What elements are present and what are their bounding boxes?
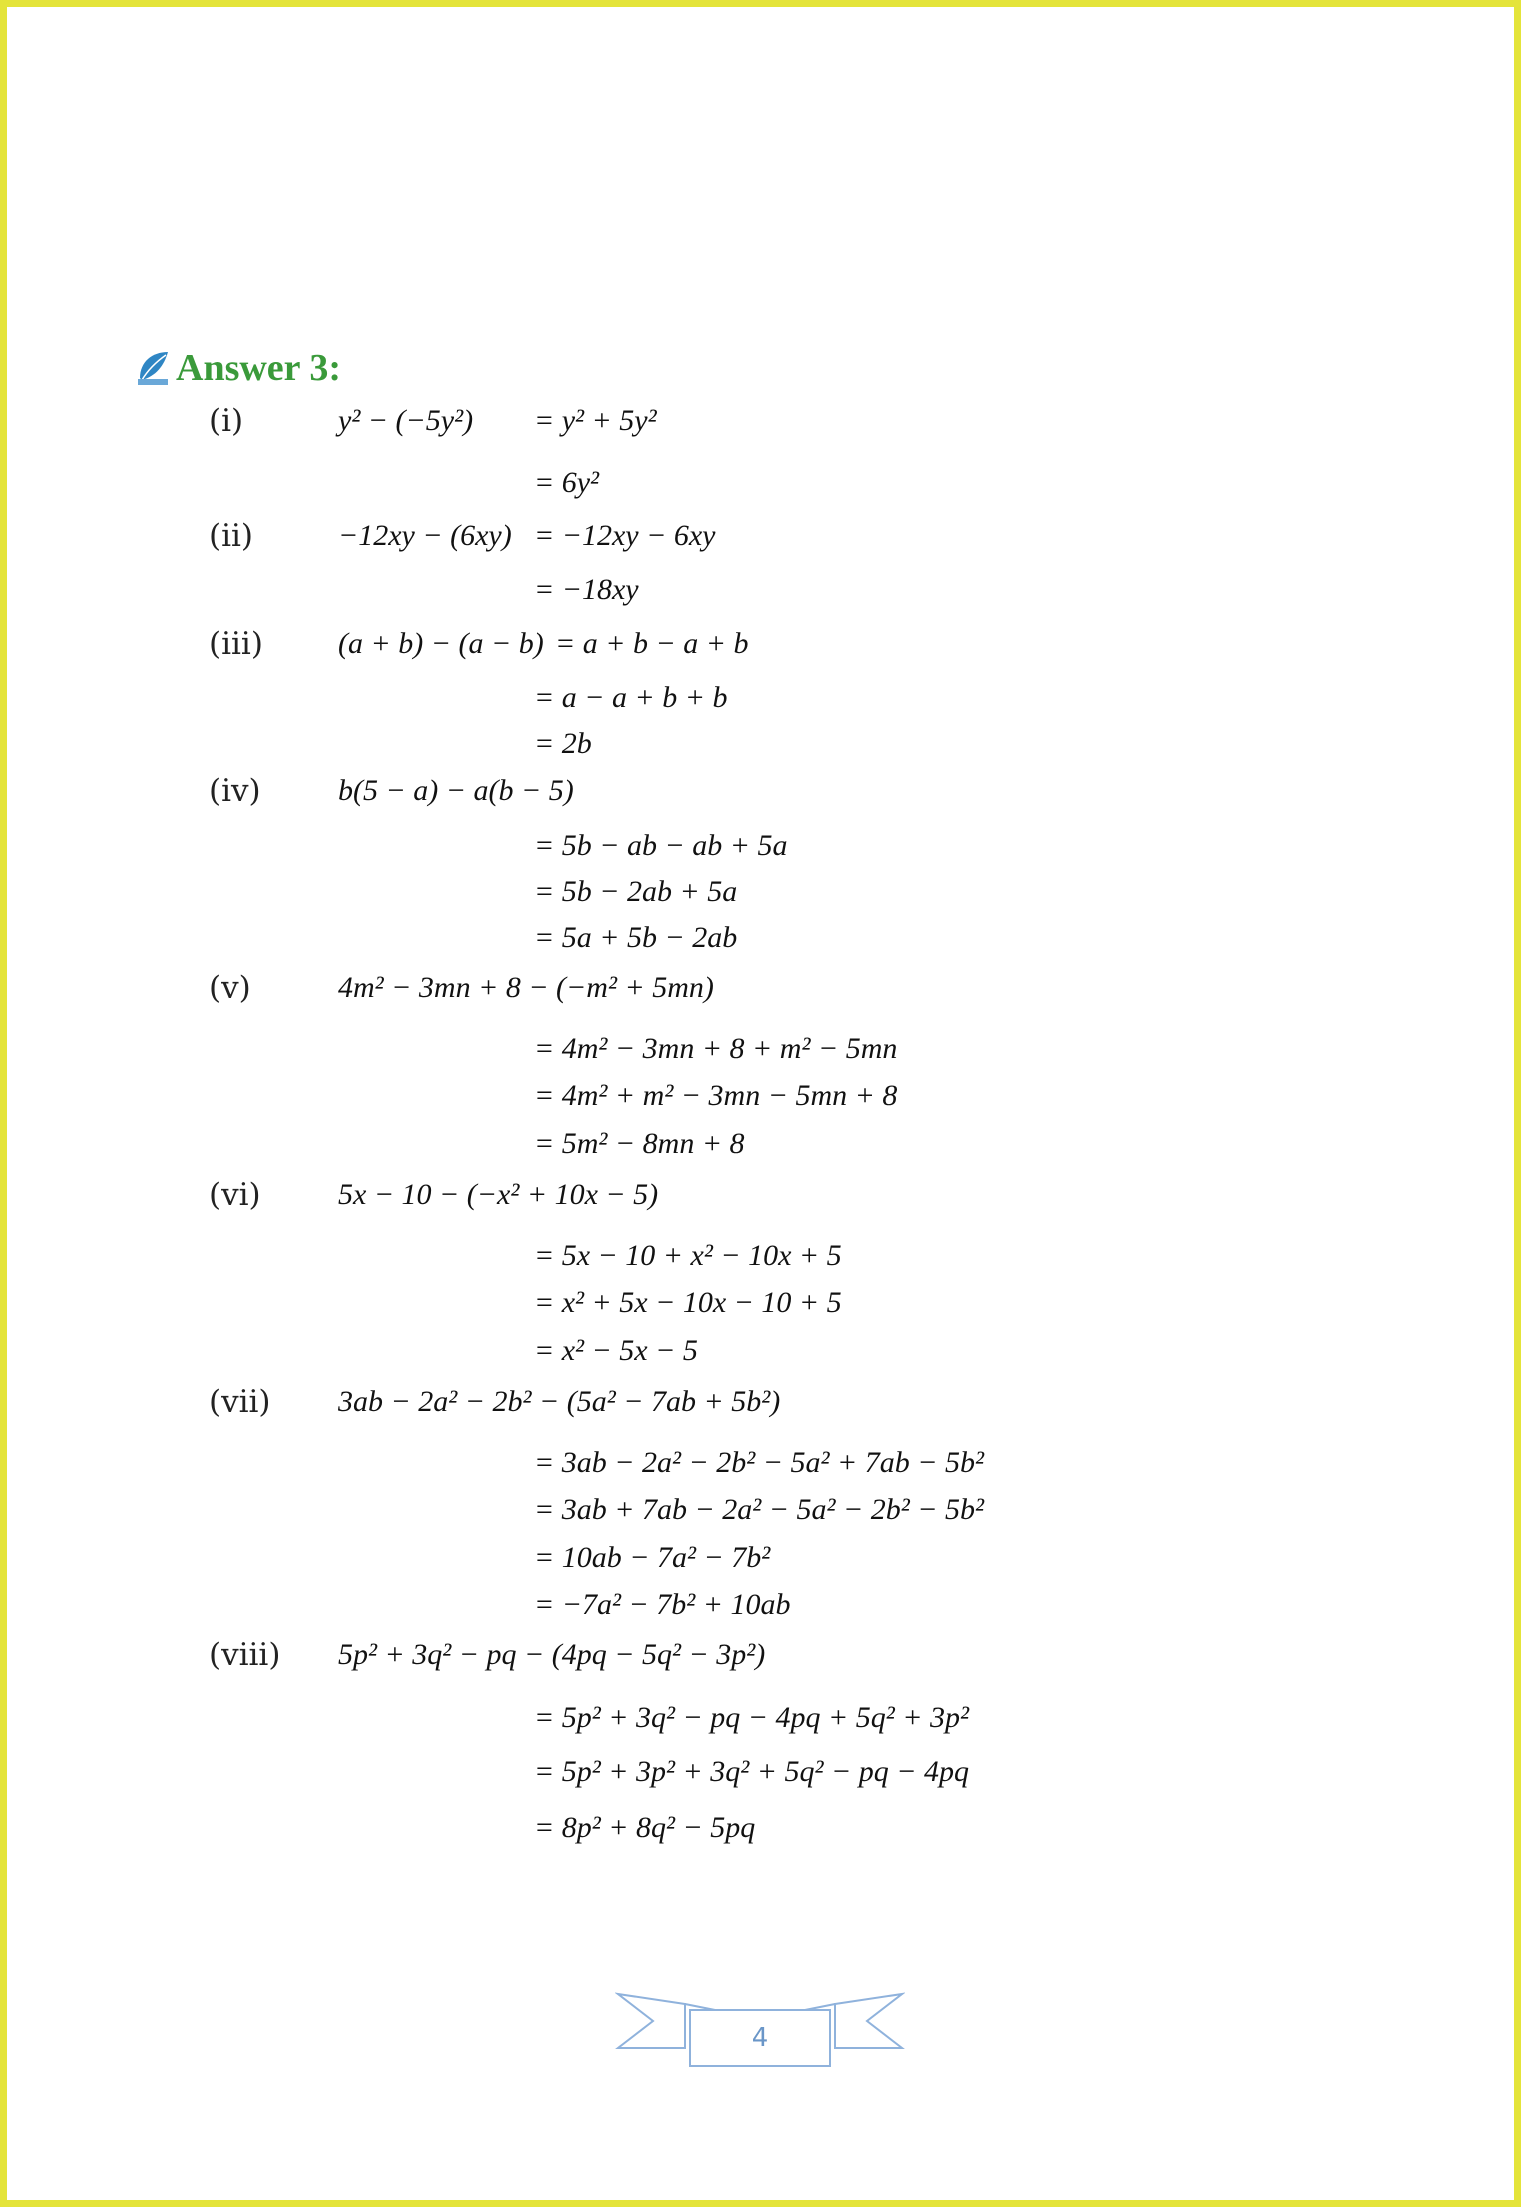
answer-title: Answer 3: — [176, 347, 342, 389]
part-expression: y² − (−5y²) — [338, 404, 474, 437]
step-line: = 2b — [534, 727, 592, 760]
answer-heading — [134, 346, 341, 390]
page-number: 4 — [751, 2023, 769, 2053]
step-line: = 5b − ab − ab + 5a — [534, 829, 788, 862]
part-expression: 5x − 10 − (−x² + 10x − 5) — [338, 1178, 659, 1211]
step-line: = 8p² + 8q² − 5pq — [534, 1811, 756, 1844]
step-line: = x² − 5x − 5 — [534, 1334, 698, 1367]
step-line: = 5a + 5b − 2ab — [534, 921, 738, 954]
step-line: = −12xy − 6xy — [534, 519, 716, 552]
step-line: = 10ab − 7a² − 7b² — [534, 1541, 771, 1574]
step-line: = 5p² + 3q² − pq − 4pq + 5q² + 3p² — [534, 1701, 969, 1734]
step-line: = 5x − 10 + x² − 10x + 5 — [534, 1239, 842, 1272]
step-line: = a + b − a + b — [555, 627, 749, 660]
step-line: = −7a² − 7b² + 10ab — [534, 1588, 791, 1621]
part-label: (iii) — [209, 626, 263, 662]
part-expression: b(5 − a) − a(b − 5) — [338, 774, 574, 807]
part-label: (i) — [209, 403, 244, 439]
part-label: (ii) — [209, 518, 254, 554]
step-line: = 6y² — [534, 466, 600, 499]
part-expression: −12xy − (6xy) — [338, 519, 512, 552]
step-line: = 5b − 2ab + 5a — [534, 875, 738, 908]
step-line: = 4m² + m² − 3mn − 5mn + 8 — [534, 1079, 898, 1112]
part-expression: 3ab − 2a² − 2b² − (5a² − 7ab + 5b²) — [338, 1385, 781, 1418]
step-line: = 4m² − 3mn + 8 + m² − 5mn — [534, 1032, 898, 1065]
part-expression: 5p² + 3q² − pq − (4pq − 5q² − 3p²) — [338, 1638, 766, 1671]
part-expression: 4m² − 3mn + 8 − (−m² + 5mn) — [338, 971, 714, 1004]
step-line: = a − a + b + b — [534, 681, 728, 714]
part-label: (vii) — [209, 1384, 271, 1420]
step-line: = y² + 5y² — [534, 404, 657, 437]
step-line: = −18xy — [534, 573, 639, 606]
step-line: = 5p² + 3p² + 3q² + 5q² − pq − 4pq — [534, 1755, 969, 1788]
part-label: (iv) — [209, 773, 261, 809]
part-expression: (a + b) − (a − b) — [338, 627, 544, 660]
part-label: (viii) — [209, 1637, 281, 1673]
step-line: = 5m² − 8mn + 8 — [534, 1127, 745, 1160]
part-label: (vi) — [209, 1177, 261, 1213]
step-line: = x² + 5x − 10x − 10 + 5 — [534, 1286, 842, 1319]
step-line: = 3ab + 7ab − 2a² − 5a² − 2b² − 5b² — [534, 1493, 984, 1526]
step-line: = 3ab − 2a² − 2b² − 5a² + 7ab − 5b² — [534, 1446, 984, 1479]
leaf-logo-icon — [134, 348, 172, 388]
part-label: (v) — [209, 970, 251, 1006]
